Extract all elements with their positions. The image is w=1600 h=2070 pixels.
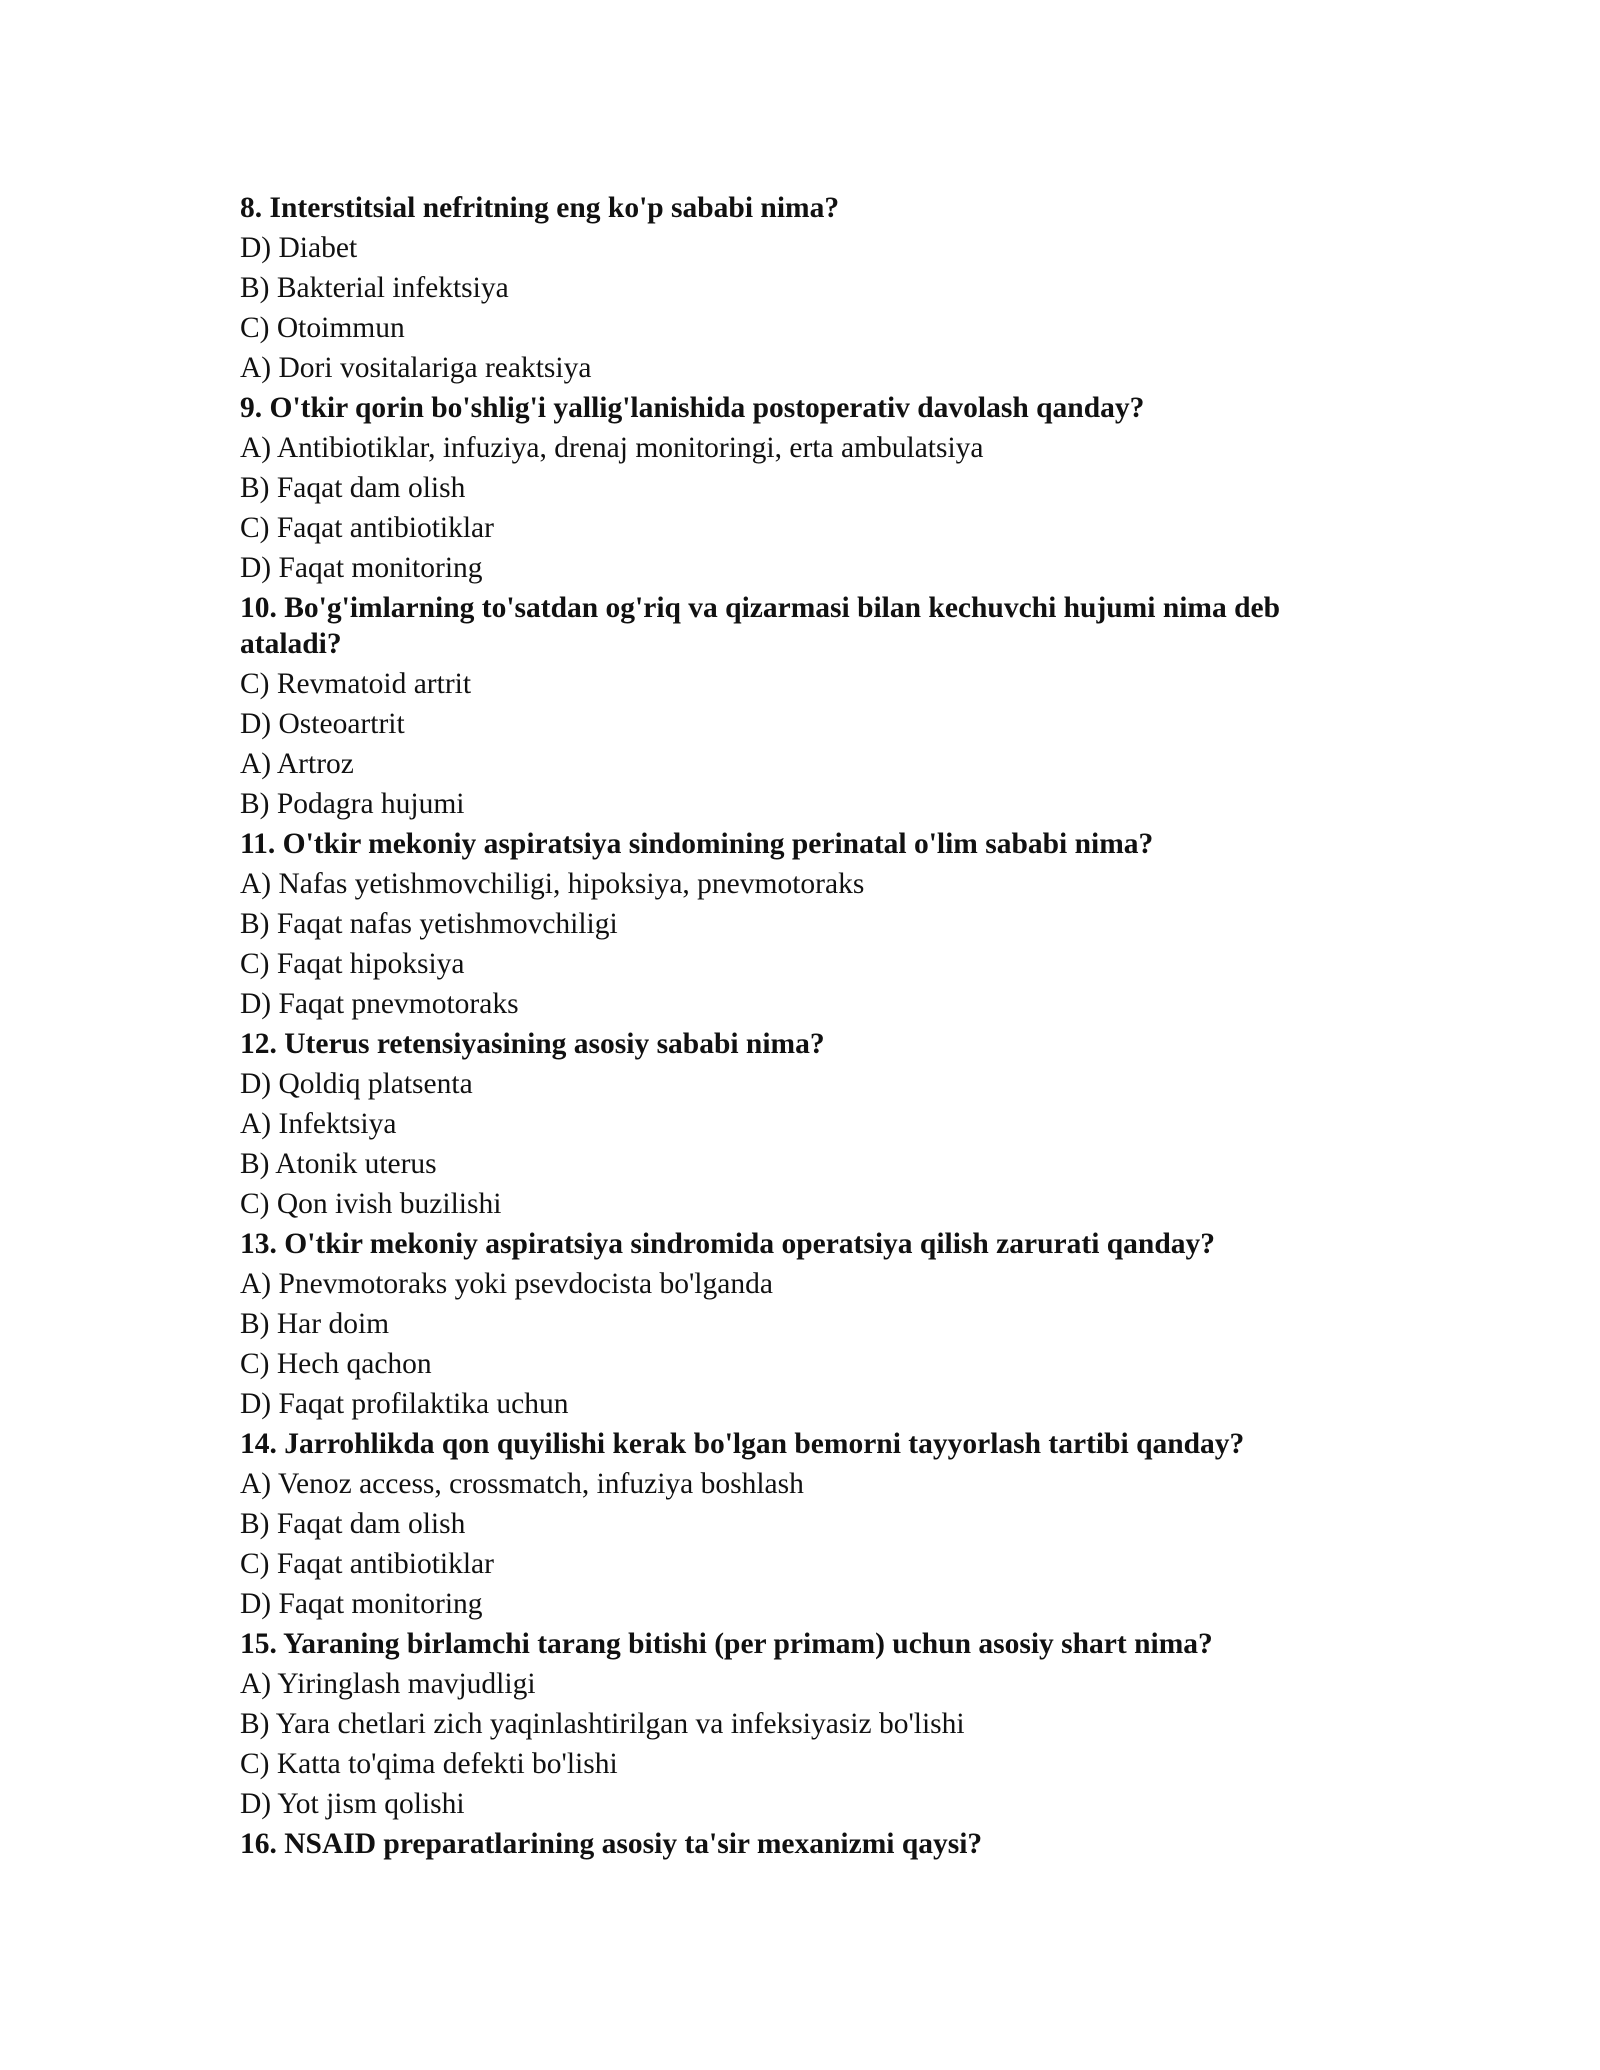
answer-option: C) Faqat antibiotiklar [240,512,494,544]
answer-option: A) Dori vositalariga reaktsiya [240,352,592,384]
question-title: 12. Uterus retensiyasining asosiy sababi nima? [240,1028,825,1060]
answer-option: C) Katta to'qima defekti bo'lishi [240,1748,618,1780]
answer-option: A) Yiringlash mavjudligi [240,1668,536,1700]
answer-option: B) Faqat dam olish [240,1508,466,1540]
answer-option: B) Yara chetlari zich yaqinlashtirilgan va infeksiyasiz bo'lishi [240,1708,965,1740]
answer-option: A) Nafas yetishmovchiligi, hipoksiya, pnevmotoraks [240,868,865,900]
question-title: 15. Yaraning birlamchi tarang bitishi (per primam) uchun asosiy shart nima? [240,1628,1213,1660]
answer-option: C) Hech qachon [240,1348,432,1380]
question-title: 10. Bo'g'imlarning to'satdan og'riq va qizarmasi bilan kechuvchi hujumi nima deb ataladi? [240,592,1281,660]
answer-option: B) Bakterial infektsiya [240,272,509,304]
answer-option: D) Faqat profilaktika uchun [240,1388,569,1420]
answer-option: B) Atonik uterus [240,1148,437,1180]
question-title: 9. O'tkir qorin bo'shlig'i yallig'lanishida postoperativ davolash qanday? [240,392,1145,424]
answer-option: C) Otoimmun [240,312,405,344]
answer-option: D) Faqat monitoring [240,552,483,584]
answer-option: D) Faqat pnevmotoraks [240,988,519,1020]
question-block-10 [240,588,1370,824]
answer-option: A) Pnevmotoraks yoki psevdocista bo'lganda [240,1268,773,1300]
question-block-16 [240,1824,1370,1864]
question-block-9 [240,388,1370,588]
question-title: 13. O'tkir mekoniy aspiratsiya sindromida operatsiya qilish zarurati qanday? [240,1228,1215,1260]
question-block-8 [240,188,1370,388]
answer-option: A) Infektsiya [240,1108,397,1140]
answer-option: D) Qoldiq platsenta [240,1068,473,1100]
question-block-13 [240,1224,1370,1424]
quiz-content [240,188,1370,1864]
answer-option: D) Osteoartrit [240,708,405,740]
question-block-14 [240,1424,1370,1624]
answer-option: C) Revmatoid artrit [240,668,472,700]
answer-option: A) Venoz access, crossmatch, infuziya boshlash [240,1468,804,1500]
answer-option: C) Faqat antibiotiklar [240,1548,494,1580]
answer-option: D) Diabet [240,232,358,264]
question-title: 16. NSAID preparatlarining asosiy ta'sir mexanizmi qaysi? [240,1828,983,1860]
question-title: 11. O'tkir mekoniy aspiratsiya sindomining perinatal o'lim sababi nima? [240,828,1154,860]
answer-option: D) Yot jism qolishi [240,1788,465,1820]
answer-option: A) Antibiotiklar, infuziya, drenaj monitoringi, erta ambulatsiya [240,432,984,464]
question-block-15 [240,1624,1370,1824]
question-block-12 [240,1024,1370,1224]
answer-option: B) Faqat dam olish [240,472,466,504]
question-title: 8. Interstitsial nefritning eng ko'p sababi nima? [240,192,840,224]
answer-option: D) Faqat monitoring [240,1588,483,1620]
answer-option: A) Artroz [240,748,354,780]
question-block-11 [240,824,1370,1024]
answer-option: B) Faqat nafas yetishmovchiligi [240,908,618,940]
answer-option: C) Faqat hipoksiya [240,948,465,980]
question-title: 14. Jarrohlikda qon quyilishi kerak bo'lgan bemorni tayyorlash tartibi qanday? [240,1428,1245,1460]
answer-option: C) Qon ivish buzilishi [240,1188,502,1220]
answer-option: B) Har doim [240,1308,390,1340]
answer-option: B) Podagra hujumi [240,788,465,820]
